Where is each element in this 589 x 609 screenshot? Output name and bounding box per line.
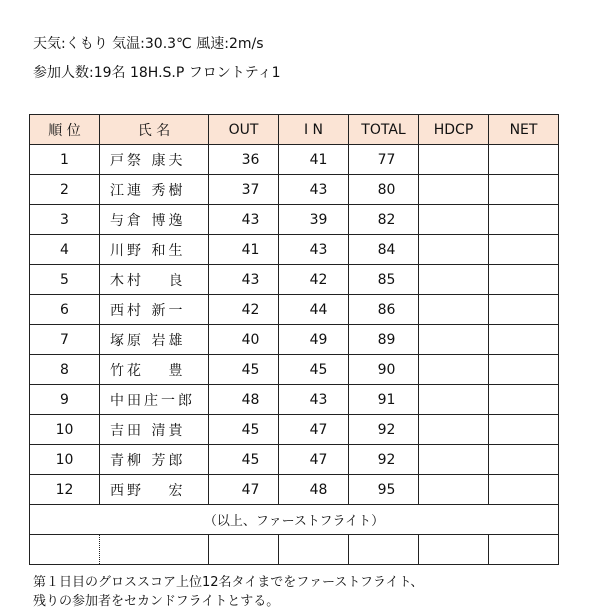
total-score-cell: 92 [349, 445, 419, 475]
hdcp-cell [419, 355, 489, 385]
hdcp-cell [419, 175, 489, 205]
out-score-cell: 37 [209, 175, 279, 205]
total-score-cell: 92 [349, 415, 419, 445]
player-name-cell: 与倉 博逸 [100, 205, 209, 235]
out-score-cell: 41 [209, 235, 279, 265]
hdcp-cell [419, 295, 489, 325]
rank-cell: 4 [30, 235, 100, 265]
in-score-cell: 49 [279, 325, 349, 355]
total-score-cell: 85 [349, 265, 419, 295]
player-name-cell: 木村 良 [100, 265, 209, 295]
table-cell [279, 535, 349, 565]
table-cell [349, 535, 419, 565]
player-name-cell: 戸祭 康夫 [100, 145, 209, 175]
rank-cell: 12 [30, 475, 100, 505]
in-score-cell: 43 [279, 175, 349, 205]
out-score-cell: 42 [209, 295, 279, 325]
out-score-cell: 45 [209, 355, 279, 385]
total-score-cell: 90 [349, 355, 419, 385]
hdcp-cell [419, 205, 489, 235]
hdcp-cell [419, 475, 489, 505]
flight-rule-line2: 残りの参加者をセカンドフライトとする。 [33, 594, 280, 609]
rank-cell: 3 [30, 205, 100, 235]
hdcp-cell [419, 445, 489, 475]
out-score-cell: 43 [209, 205, 279, 235]
net-cell [489, 175, 559, 205]
column-header-total: TOTAL [349, 115, 419, 145]
player-name-cell: 青柳 芳郎 [100, 445, 209, 475]
player-name-cell: 江連 秀樹 [100, 175, 209, 205]
in-score-cell: 48 [279, 475, 349, 505]
rank-cell: 9 [30, 385, 100, 415]
in-score-cell: 47 [279, 415, 349, 445]
results-table [29, 114, 559, 565]
weather-info: 天気:くもり 気温:30.3℃ 風速:2m/s [33, 36, 264, 52]
rank-cell: 1 [30, 145, 100, 175]
rank-cell: 7 [30, 325, 100, 355]
in-score-cell: 39 [279, 205, 349, 235]
net-cell [489, 385, 559, 415]
table-row [30, 355, 559, 385]
table-cell [100, 535, 209, 565]
table-row [30, 325, 559, 355]
table-row [30, 295, 559, 325]
table-row [30, 205, 559, 235]
header-row [30, 115, 559, 145]
hdcp-cell [419, 325, 489, 355]
player-name-cell: 西村 新一 [100, 295, 209, 325]
net-cell [489, 325, 559, 355]
player-name-cell: 川野 和生 [100, 235, 209, 265]
participant-info: 参加人数:19名 18H.S.P フロントティ1 [33, 65, 281, 81]
total-score-cell: 86 [349, 295, 419, 325]
player-name-cell: 塚原 岩雄 [100, 325, 209, 355]
rank-cell: 2 [30, 175, 100, 205]
out-score-cell: 36 [209, 145, 279, 175]
column-header-in: I N [279, 115, 349, 145]
column-header-out: OUT [209, 115, 279, 145]
out-score-cell: 40 [209, 325, 279, 355]
table-cell [209, 535, 279, 565]
in-score-cell: 42 [279, 265, 349, 295]
rank-cell: 10 [30, 415, 100, 445]
table-row [30, 445, 559, 475]
in-score-cell: 44 [279, 295, 349, 325]
flight-rule-line1: 第１日目のグロススコア上位12名タイまでをファーストフライト、 [33, 575, 424, 590]
column-header-hdcp: HDCP [419, 115, 489, 145]
table-cell [30, 535, 100, 565]
player-name-cell: 竹花 豊 [100, 355, 209, 385]
net-cell [489, 145, 559, 175]
total-score-cell: 89 [349, 325, 419, 355]
column-header-net: NET [489, 115, 559, 145]
table-cell [419, 535, 489, 565]
table-row [30, 175, 559, 205]
net-cell [489, 265, 559, 295]
table-row [30, 265, 559, 295]
player-name-cell: 中田庄一郎 [100, 385, 209, 415]
total-score-cell: 91 [349, 385, 419, 415]
hdcp-cell [419, 385, 489, 415]
player-name-cell: 西野 宏 [100, 475, 209, 505]
net-cell [489, 415, 559, 445]
rank-cell: 5 [30, 265, 100, 295]
note-row [30, 505, 559, 535]
total-score-cell: 77 [349, 145, 419, 175]
out-score-cell: 48 [209, 385, 279, 415]
hdcp-cell [419, 415, 489, 445]
net-cell [489, 445, 559, 475]
net-cell [489, 295, 559, 325]
net-cell [489, 475, 559, 505]
in-score-cell: 43 [279, 235, 349, 265]
hdcp-cell [419, 265, 489, 295]
out-score-cell: 45 [209, 445, 279, 475]
hdcp-cell [419, 235, 489, 265]
table-row [30, 145, 559, 175]
in-score-cell: 45 [279, 355, 349, 385]
table-row [30, 415, 559, 445]
table-row [30, 235, 559, 265]
first-flight-note: （以上、ファーストフライト） [30, 505, 559, 535]
player-name-cell: 吉田 清貴 [100, 415, 209, 445]
out-score-cell: 43 [209, 265, 279, 295]
in-score-cell: 43 [279, 385, 349, 415]
in-score-cell: 47 [279, 445, 349, 475]
total-score-cell: 80 [349, 175, 419, 205]
empty-row [30, 535, 559, 565]
column-header-rank: 順 位 [30, 115, 100, 145]
rank-cell: 10 [30, 445, 100, 475]
rank-cell: 6 [30, 295, 100, 325]
table-cell [489, 535, 559, 565]
net-cell [489, 235, 559, 265]
net-cell [489, 355, 559, 385]
out-score-cell: 45 [209, 415, 279, 445]
total-score-cell: 95 [349, 475, 419, 505]
column-header-name: 氏 名 [100, 115, 209, 145]
table-row [30, 385, 559, 415]
out-score-cell: 47 [209, 475, 279, 505]
net-cell [489, 205, 559, 235]
hdcp-cell [419, 145, 489, 175]
total-score-cell: 82 [349, 205, 419, 235]
table-row [30, 475, 559, 505]
total-score-cell: 84 [349, 235, 419, 265]
in-score-cell: 41 [279, 145, 349, 175]
rank-cell: 8 [30, 355, 100, 385]
